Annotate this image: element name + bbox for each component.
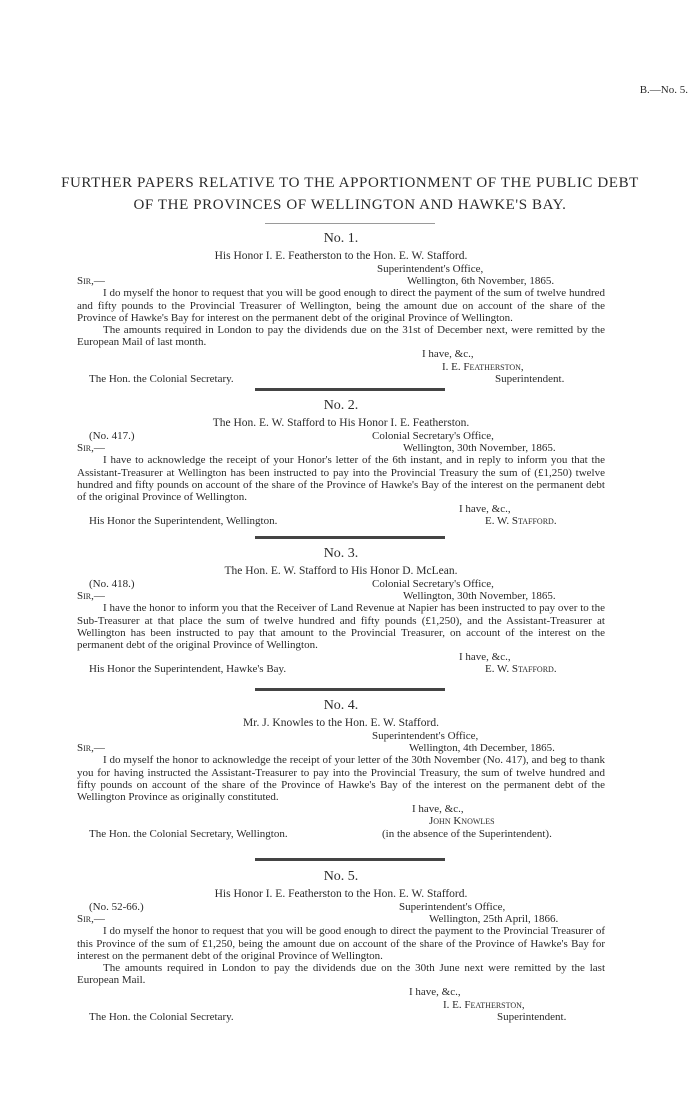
closing: I have, &c., — [459, 651, 511, 664]
letter-2 — [77, 397, 605, 528]
salutation: Sir,— — [77, 913, 105, 926]
closing: I have, &c., — [422, 348, 474, 361]
letter-office: Superintendent's Office, — [372, 730, 479, 742]
section-divider — [255, 688, 445, 691]
letter-number: No. 1. — [323, 231, 359, 246]
title-line-1: FURTHER PAPERS RELATIVE TO THE APPORTIONMENT OF THE PUBLIC DEBT — [61, 175, 639, 191]
section-divider — [255, 388, 445, 391]
letter-heading: Mr. J. Knowles to the Hon. E. W. Stafford. — [243, 717, 439, 729]
letter-date: Wellington, 30th November, 1865. — [403, 442, 556, 455]
closing: I have, &c., — [409, 986, 461, 999]
signer: John Knowles — [429, 815, 495, 828]
letter-number: No. 3. — [323, 546, 359, 561]
letter-3 — [77, 545, 605, 676]
title-divider — [265, 223, 435, 224]
signer: E. W. Stafford. — [485, 515, 557, 528]
letter-paragraph: The amounts required in London to pay the dividends due on the 30th June next were remitted by the last European Mail. — [77, 961, 605, 987]
letter-paragraph: I do myself the honor to request that you will be good enough to direct the payment of the sum of twelve hundred and fifty pounds to the Provincial Treasurer of Wellington, being the amount due on account of the share of the Province of Hawke's Bay for interest on the permanent debt of the original Province of Wellington. — [77, 287, 605, 324]
letter-number: No. 4. — [323, 698, 359, 713]
letter-date: Wellington, 30th November, 1865. — [403, 590, 556, 603]
addressee: The Hon. the Colonial Secretary. — [89, 1010, 234, 1023]
signer-title: Superintendent. — [495, 372, 565, 385]
closing: I have, &c., — [412, 803, 464, 816]
letter-5 — [77, 868, 605, 1023]
addressee: The Hon. the Colonial Secretary. — [89, 372, 234, 385]
letter-paragraph: I have the honor to inform you that the Receiver of Land Revenue at Napier has been instructed to pay over to the Sub-Treasurer at that place the sum of twelve hundred and fifty pounds (£1,250), and the Assistant-Treasurer at Wellington has been instructed to pay that amount to the Provincial Treasurer, on account of the interest on the permanent debt of the original Province of Wellington. — [77, 602, 605, 651]
letter-number: No. 2. — [323, 398, 359, 413]
letter-office: Colonial Secretary's Office, — [372, 578, 494, 590]
letter-paragraph: I do myself the honor to acknowledge the receipt of your letter of the 30th November (No. 417), and beg to thank you for having instructed the Assistant-Treasurer to pay into the Provincial Treasury, the sum of twelve hundred and fifty pounds on account of the share of the Province of Hawke's Bay of the interest on the permanent debt of the Wellington Province as originally constituted. — [77, 754, 605, 803]
document-title — [60, 172, 640, 216]
letter-date: Wellington, 4th December, 1865. — [409, 742, 555, 755]
salutation: Sir,— — [77, 442, 105, 455]
letter-office: Superintendent's Office, — [377, 263, 484, 275]
letter-ref: (No. 417.) — [89, 430, 135, 442]
salutation: Sir,— — [77, 742, 105, 755]
letter-ref: (No. 418.) — [89, 578, 135, 590]
letter-office: Colonial Secretary's Office, — [372, 430, 494, 442]
letter-date: Wellington, 25th April, 1866. — [429, 913, 559, 926]
letter-heading: His Honor I. E. Featherston to the Hon. E. W. Stafford. — [214, 250, 468, 262]
letter-heading: The Hon. E. W. Stafford to His Honor I. E. Featherston. — [212, 417, 470, 429]
letter-1 — [77, 230, 605, 385]
letter-office: Superintendent's Office, — [399, 901, 506, 913]
letter-number: No. 5. — [323, 869, 359, 884]
signer: I. E. Featherston, — [442, 360, 524, 373]
closing: I have, &c., — [459, 503, 511, 516]
letter-paragraph: The amounts required in London to pay the dividends due on the 31st of December next, were remitted by the European Mail of last month. — [77, 323, 605, 349]
page-reference: B.—No. 5. — [639, 84, 688, 96]
title-line-2: OF THE PROVINCES OF WELLINGTON AND HAWKE'S BAY. — [133, 197, 567, 213]
addressee: His Honor the Superintendent, Hawke's Bay. — [89, 663, 287, 676]
letter-4 — [77, 697, 605, 840]
salutation: Sir,— — [77, 590, 105, 603]
signer-note: (in the absence of the Superintendent). — [382, 827, 552, 840]
addressee: His Honor the Superintendent, Wellington. — [89, 515, 278, 528]
addressee: The Hon. the Colonial Secretary, Wellington. — [89, 827, 288, 840]
letter-heading: His Honor I. E. Featherston to the Hon. E. W. Stafford. — [214, 888, 468, 900]
salutation: Sir,— — [77, 275, 105, 288]
letter-ref: (No. 52-66.) — [89, 901, 144, 913]
signer: E. W. Stafford. — [485, 663, 557, 676]
letter-heading: The Hon. E. W. Stafford to His Honor D. McLean. — [224, 565, 458, 577]
section-divider — [255, 858, 445, 861]
signer: I. E. Featherston, — [443, 998, 525, 1011]
letter-date: Wellington, 6th November, 1865. — [407, 275, 555, 288]
signer-title: Superintendent. — [497, 1010, 567, 1023]
letter-paragraph: I do myself the honor to request that you will be good enough to direct the payment to the Provincial Treasurer of this Province of the sum of £1,250, being the amount due on account of the share of the Province of Hawke's Bay for interest on the permanent debt of the original Province of Wellington. — [77, 925, 605, 962]
letter-paragraph: I have to acknowledge the receipt of your Honor's letter of the 6th instant, and in reply to inform you that the Assistant-Treasurer at Wellington has been instructed to pay into the Provincial Treasury the sum of (£1,250) twelve hundred and fifty pounds on account of the share of the Province of Hawke's Bay of the interest on the permanent debt of the original Province of Wellington. — [77, 454, 605, 503]
section-divider — [255, 536, 445, 539]
